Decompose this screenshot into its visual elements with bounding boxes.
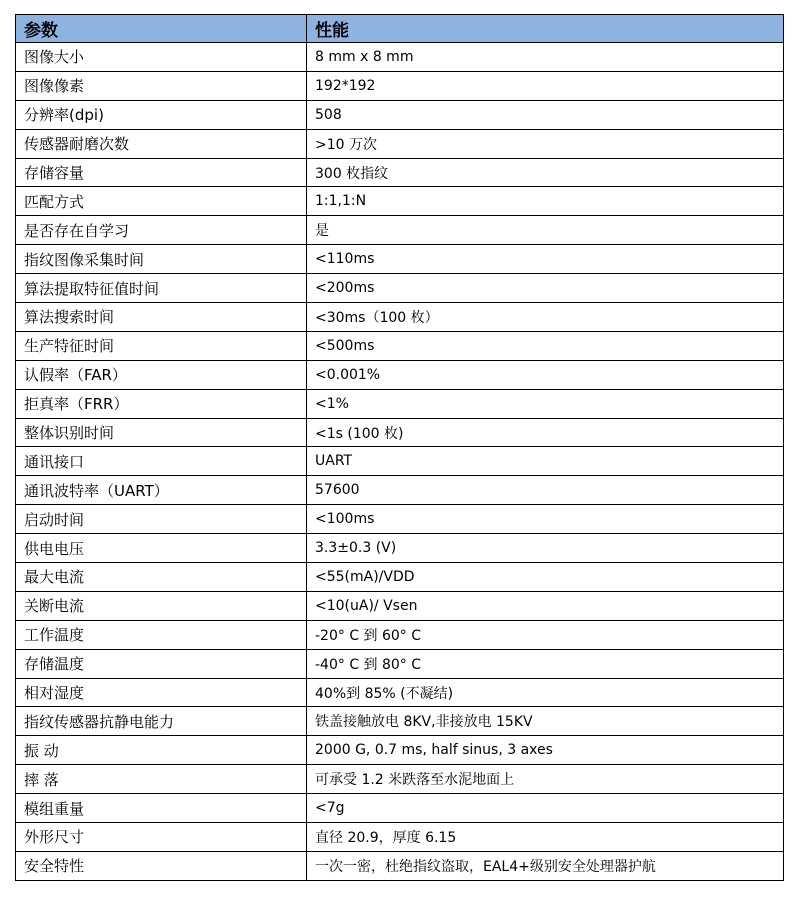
table-row (16, 563, 784, 592)
table-row (16, 505, 784, 534)
value-cell: 57600 (307, 476, 784, 505)
table-row (16, 100, 784, 129)
param-cell: 工作温度 (16, 620, 307, 649)
value-cell: -20° C 到 60° C (307, 620, 784, 649)
table-row (16, 216, 784, 245)
value-cell: 300 枚指纹 (307, 158, 784, 187)
value-cell: <1% (307, 389, 784, 418)
param-cell: 相对湿度 (16, 678, 307, 707)
table-row (16, 794, 784, 823)
table-row (16, 851, 784, 880)
value-cell: 8 mm x 8 mm (307, 43, 784, 72)
table-row (16, 476, 784, 505)
table-row (16, 274, 784, 303)
table-row (16, 303, 784, 332)
spec-table (15, 14, 784, 881)
value-cell: 192*192 (307, 71, 784, 100)
table-row (16, 765, 784, 794)
param-cell: 摔 落 (16, 765, 307, 794)
param-cell: 分辨率(dpi) (16, 100, 307, 129)
param-cell: 外形尺寸 (16, 823, 307, 852)
table-row (16, 678, 784, 707)
param-cell: 算法提取特征值时间 (16, 274, 307, 303)
value-cell: 40%到 85% (不凝结) (307, 678, 784, 707)
table-row (16, 331, 784, 360)
value-cell: 2000 G, 0.7 ms, half sinus, 3 axes (307, 736, 784, 765)
table-row (16, 649, 784, 678)
param-cell: 通讯波特率（UART） (16, 476, 307, 505)
param-cell: 振 动 (16, 736, 307, 765)
param-cell: 图像大小 (16, 43, 307, 72)
value-cell: <30ms（100 枚） (307, 303, 784, 332)
value-cell: 直径 20.9，厚度 6.15 (307, 823, 784, 852)
param-cell: 传感器耐磨次数 (16, 129, 307, 158)
value-cell: 508 (307, 100, 784, 129)
table-row (16, 71, 784, 100)
table-row (16, 129, 784, 158)
value-cell: <0.001% (307, 360, 784, 389)
value-cell: <1s (100 枚) (307, 418, 784, 447)
param-cell: 整体识别时间 (16, 418, 307, 447)
table-row (16, 187, 784, 216)
table-row (16, 736, 784, 765)
param-cell: 匹配方式 (16, 187, 307, 216)
param-cell: 关断电流 (16, 591, 307, 620)
table-row (16, 620, 784, 649)
param-cell: 指纹传感器抗静电能力 (16, 707, 307, 736)
table-row (16, 591, 784, 620)
param-cell: 算法搜索时间 (16, 303, 307, 332)
table-header-row (16, 15, 784, 43)
value-cell: 一次一密，杜绝指纹盗取，EAL4+级别安全处理器护航 (307, 851, 784, 880)
table-row (16, 447, 784, 476)
param-cell: 图像像素 (16, 71, 307, 100)
table-row (16, 534, 784, 563)
table-row (16, 823, 784, 852)
value-cell: 3.3±0.3 (V) (307, 534, 784, 563)
param-cell: 最大电流 (16, 563, 307, 592)
value-cell: 1:1,1:N (307, 187, 784, 216)
table-row (16, 418, 784, 447)
table-row (16, 245, 784, 274)
header-param: 参数 (16, 15, 307, 43)
param-cell: 指纹图像采集时间 (16, 245, 307, 274)
value-cell: >10 万次 (307, 129, 784, 158)
table-row (16, 360, 784, 389)
value-cell: <10(uA)/ Vsen (307, 591, 784, 620)
value-cell: <7g (307, 794, 784, 823)
value-cell: <110ms (307, 245, 784, 274)
param-cell: 启动时间 (16, 505, 307, 534)
value-cell: <100ms (307, 505, 784, 534)
param-cell: 供电电压 (16, 534, 307, 563)
param-cell: 拒真率（FRR） (16, 389, 307, 418)
param-cell: 是否存在自学习 (16, 216, 307, 245)
param-cell: 存储温度 (16, 649, 307, 678)
param-cell: 生产特征时间 (16, 331, 307, 360)
value-cell: 可承受 1.2 米跌落至水泥地面上 (307, 765, 784, 794)
value-cell: <500ms (307, 331, 784, 360)
param-cell: 认假率（FAR） (16, 360, 307, 389)
param-cell: 模组重量 (16, 794, 307, 823)
table-row (16, 389, 784, 418)
value-cell: <55(mA)/VDD (307, 563, 784, 592)
param-cell: 存储容量 (16, 158, 307, 187)
table-row (16, 707, 784, 736)
table-body (16, 43, 784, 881)
param-cell: 通讯接口 (16, 447, 307, 476)
value-cell: -40° C 到 80° C (307, 649, 784, 678)
value-cell: UART (307, 447, 784, 476)
table-row (16, 43, 784, 72)
header-performance: 性能 (307, 15, 784, 43)
param-cell: 安全特性 (16, 851, 307, 880)
value-cell: 是 (307, 216, 784, 245)
value-cell: 铁盖接触放电 8KV,非接放电 15KV (307, 707, 784, 736)
table-row (16, 158, 784, 187)
value-cell: <200ms (307, 274, 784, 303)
